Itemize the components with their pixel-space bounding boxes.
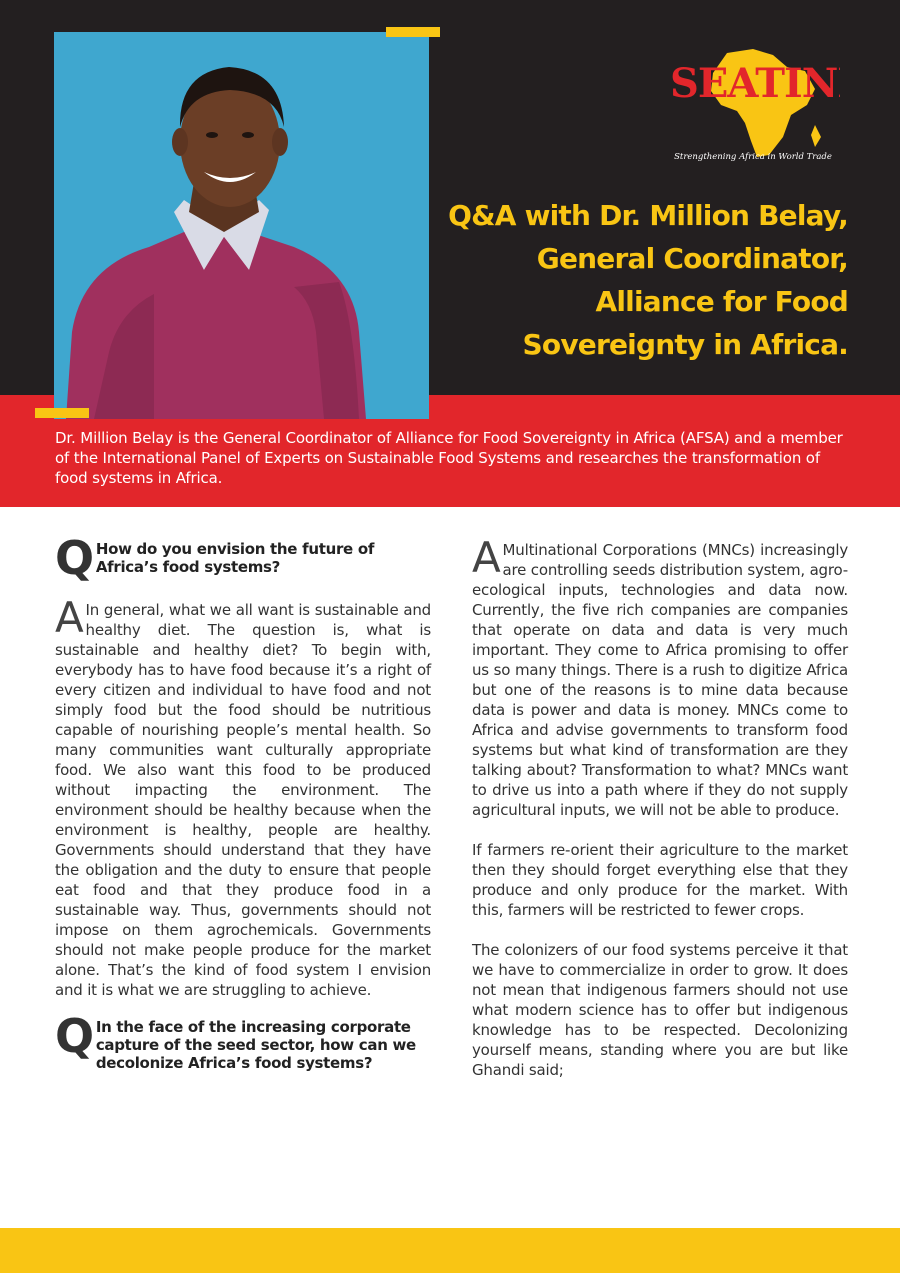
answer-drop-cap: A [55,593,84,642]
answer-1 [55,593,431,1000]
answer-text: Multinational Corporations (MNCs) increasingly are controlling seeds distribution system, agro-ecological inputs, technologies and data now. Currently, the five rich companies are companies that operate on data and data is very much important. They come to Africa promising to offer us so many things. There is a rush to digitize Africa but one of the reasons is to mine data because data is power and data is money. MNCs come to Africa and advise governments to transform food systems but what kind of transformation are they talking about? Transformation to what? MNCs want to drive us into a path where if they do not supply agricultural inputs, we will not be able to produce. [472,541,848,819]
portrait-photo [54,32,429,419]
answer-drop-cap: A [472,533,501,582]
logo-wordmark: SEATINI [670,60,840,107]
question-drop-cap: Q [55,1009,94,1063]
accent-bar-bottom [35,408,89,418]
question-text: How do you envision the future of Africa’s food systems? [95,540,375,576]
accent-bar-top [386,27,440,37]
question-drop-cap: Q [55,531,94,585]
question-text: In the face of the increasing corporate capture of the seed sector, how can we decolonize Africa’s food systems? [95,1018,416,1072]
title-line: General Coordinator, [536,242,848,275]
answer-2-paragraph: If farmers re-orient their agriculture to the market then they should forget everything else that they produce and only produce for the market. With this, farmers will be restricted to fewer crops. [472,841,848,919]
answer-2-paragraph [472,533,848,820]
logo-tagline: Strengthening Africa in World Trade [674,152,832,162]
page-title [408,194,848,366]
column-left [55,531,431,1072]
answer-2-paragraph: The colonizers of our food systems perceive it that we have to commercialize in order to grow. It does not mean that indigenous farmers should not use what modern science has to offer but indigenous knowledge has to be respected. Decolonizing yourself means, standing where you are but like Ghandi said; [472,941,848,1079]
question-2 [55,1009,431,1072]
question-1 [55,531,431,585]
title-line: Sovereignty in Africa. [522,328,848,361]
column-right [472,533,848,1080]
title-line: Alliance for Food [595,285,848,318]
intro-text: Dr. Million Belay is the General Coordinator of Alliance for Food Sovereignty in Africa (AFSA) and a member of the International Panel of Experts on Sustainable Food Systems and researches the transformation of food systems in Africa. [55,429,843,487]
footer-band [0,1228,900,1273]
title-line: Q&A with Dr. Million Belay, [448,199,848,232]
answer-text: In general, what we all want is sustainable and healthy diet. The question is, what is sustainable and healthy diet? To begin with, everybody has to have food because it’s a right of every citizen and individual to have food and not simply food but the food should be nutritious capable of nourishing people’s mental health. So many communities want culturally appropriate food. We also want this food to be produced without impacting the environment. The environment should be healthy because when the environment is healthy, people are healthy. Governments should understand that they have the obligation and the duty to ensure that people eat food and that they produce food in a sustainable way. Thus, governments should not impose on them agrochemicals. Governments should not make people produce for the market alone. That’s the kind of food system I envision and it is what we are struggling to achieve. [55,601,431,999]
